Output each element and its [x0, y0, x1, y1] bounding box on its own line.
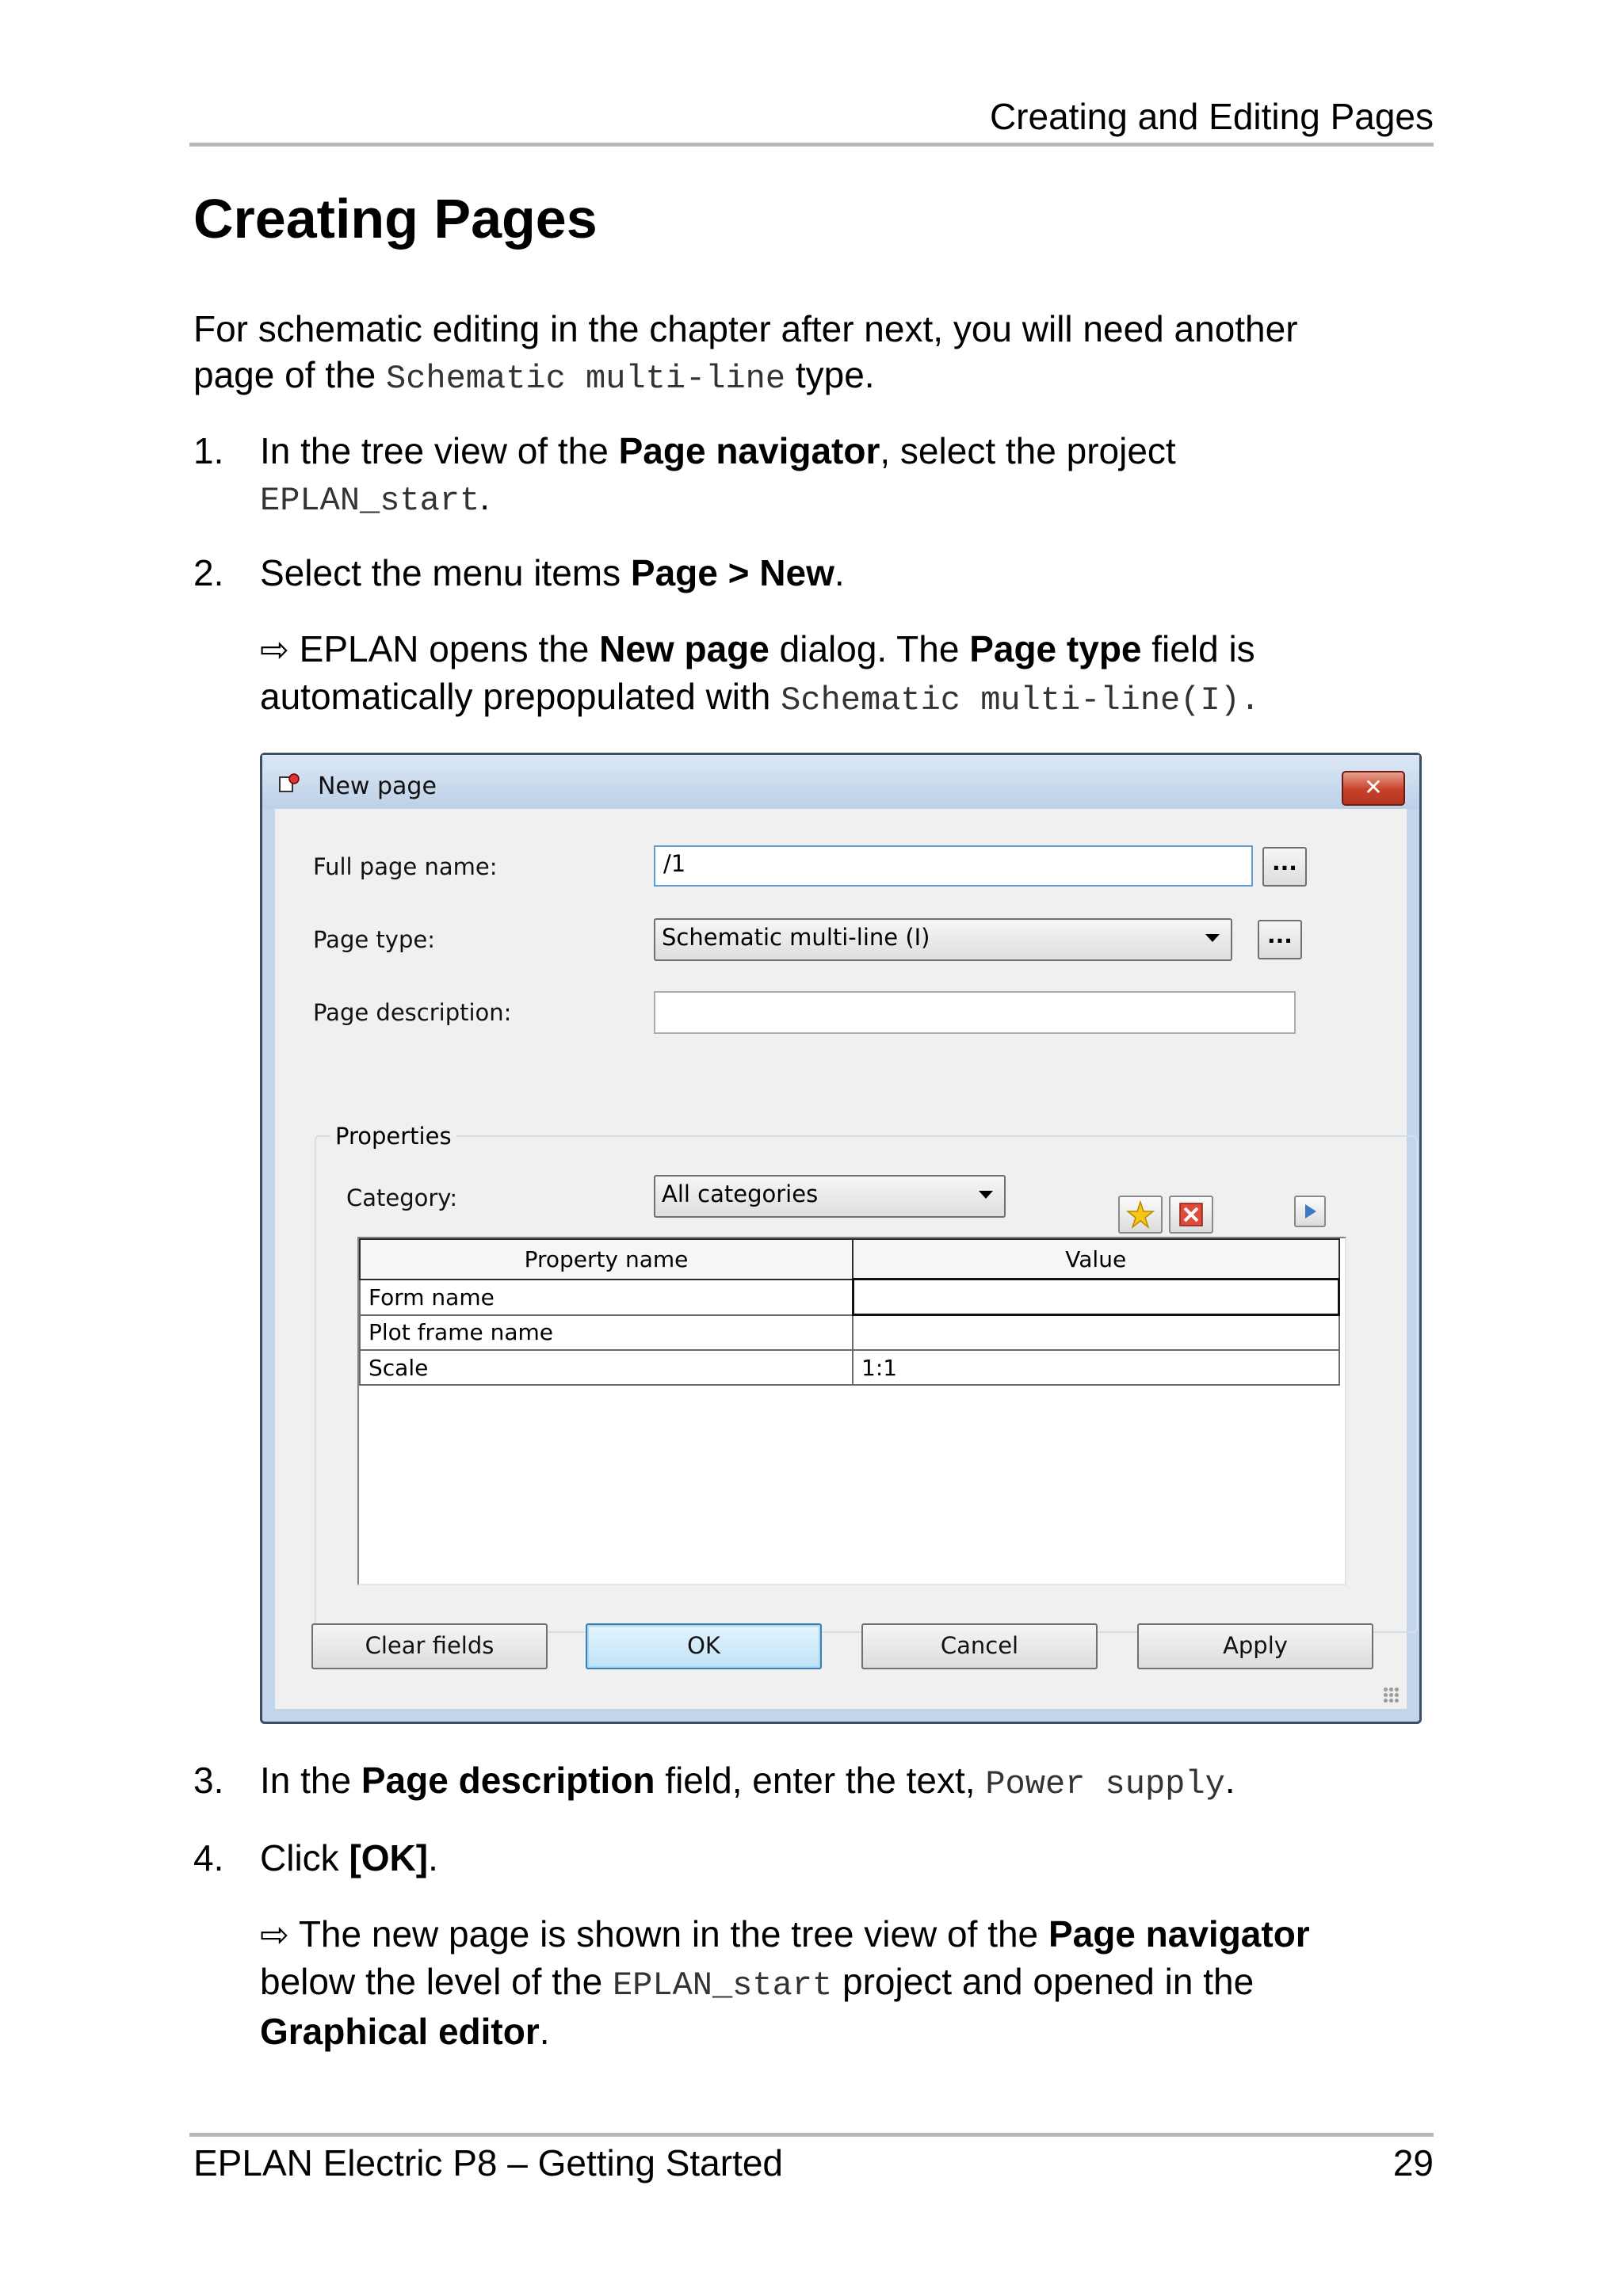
- property-name-cell[interactable]: Plot frame name: [360, 1315, 853, 1351]
- code-project: EPLAN_start: [260, 482, 480, 520]
- chevron-down-icon: [1205, 934, 1220, 942]
- cancel-button[interactable]: Cancel: [861, 1623, 1098, 1669]
- delete-icon: [1170, 1197, 1212, 1232]
- step-3: In the Page description field, enter the text, Power supply.: [260, 1760, 1235, 1803]
- footer-title: EPLAN Electric P8 – Getting Started: [193, 2142, 784, 2183]
- step-1: In the tree view of the Page navigator, select the project EPLAN_start.: [260, 430, 1176, 520]
- result-1: ⇨ EPLAN opens the New page dialog. The Page type field is automatically prepopulated with Schematic multi-line(I).: [260, 628, 1261, 719]
- apply-button[interactable]: Apply: [1137, 1623, 1373, 1669]
- header-rule: [189, 143, 1434, 147]
- result-arrow-icon: ⇨: [260, 631, 289, 669]
- step-number: 1.: [193, 430, 224, 471]
- properties-caption: Properties: [330, 1123, 456, 1150]
- dialog-body: [275, 809, 1407, 1709]
- property-value-cell[interactable]: 1:1: [853, 1350, 1339, 1385]
- close-button[interactable]: [1342, 771, 1405, 806]
- code-schematic: Schematic multi-line: [385, 360, 786, 398]
- running-header: Creating and Editing Pages: [989, 96, 1434, 137]
- intro-line-2: page of the Schematic multi-line type.: [193, 354, 875, 398]
- code-page-type: Schematic multi-line(I): [781, 681, 1240, 719]
- page-type-label: Page type:: [313, 926, 435, 953]
- resize-grip[interactable]: [1383, 1687, 1399, 1703]
- step-number: 3.: [193, 1760, 224, 1801]
- page-description-field[interactable]: [654, 991, 1296, 1034]
- step-number: 4.: [193, 1837, 224, 1878]
- properties-grid: [357, 1237, 1346, 1585]
- chevron-down-icon: [979, 1191, 993, 1199]
- play-arrow-icon: [1296, 1197, 1324, 1226]
- expand-button[interactable]: [1294, 1196, 1326, 1227]
- code-power-supply: Power supply: [985, 1765, 1225, 1803]
- property-name-cell[interactable]: Scale: [360, 1350, 853, 1385]
- result-arrow-icon: ⇨: [260, 1916, 289, 1955]
- property-name-cell[interactable]: Form name: [360, 1280, 853, 1315]
- intro-line-1: For schematic editing in the chapter after next, you will need another: [193, 308, 1298, 349]
- star-icon: [1120, 1197, 1161, 1232]
- dialog-title: New page: [318, 772, 437, 800]
- page-number: 29: [1392, 2142, 1434, 2183]
- clear-fields-button[interactable]: Clear fields: [311, 1623, 548, 1669]
- close-icon: ✕: [1364, 774, 1383, 800]
- full-page-name-label: Full page name:: [313, 853, 498, 880]
- result-2: ⇨ The new page is shown in the tree view of the Page navigator below the level of the EPLAN_start project and opened in the Graphical editor.: [260, 1913, 1310, 2052]
- intro-paragraph: [193, 306, 1461, 402]
- step-2: Select the menu items Page > New.: [260, 552, 845, 593]
- new-page-icon: [278, 772, 300, 793]
- new-page-dialog: [260, 753, 1422, 1724]
- ok-button[interactable]: OK: [586, 1623, 822, 1669]
- table-row: [360, 1315, 1339, 1351]
- table-row: [360, 1280, 1339, 1315]
- property-value-cell[interactable]: [853, 1315, 1339, 1351]
- footer-rule: [189, 2133, 1434, 2137]
- category-dropdown[interactable]: All categories: [654, 1175, 1006, 1218]
- property-value-cell[interactable]: [853, 1280, 1339, 1315]
- column-header-property-name[interactable]: Property name: [360, 1239, 853, 1280]
- delete-property-button[interactable]: [1169, 1196, 1213, 1234]
- page-heading: Creating Pages: [193, 188, 598, 250]
- full-page-name-browse-button[interactable]: ...: [1262, 847, 1307, 887]
- code-project: EPLAN_start: [612, 1966, 833, 2004]
- new-property-button[interactable]: [1118, 1196, 1163, 1234]
- step-number: 2.: [193, 552, 224, 593]
- page-type-dropdown[interactable]: Schematic multi-line (I): [654, 918, 1232, 961]
- column-header-value[interactable]: Value: [853, 1239, 1339, 1280]
- step-4: Click [OK].: [260, 1837, 438, 1878]
- page-type-browse-button[interactable]: ...: [1258, 920, 1302, 959]
- full-page-name-field[interactable]: /1: [654, 845, 1253, 887]
- category-label: Category:: [346, 1184, 458, 1211]
- page-description-label: Page description:: [313, 999, 512, 1026]
- table-row: [360, 1350, 1339, 1385]
- dialog-titlebar[interactable]: [262, 755, 1419, 809]
